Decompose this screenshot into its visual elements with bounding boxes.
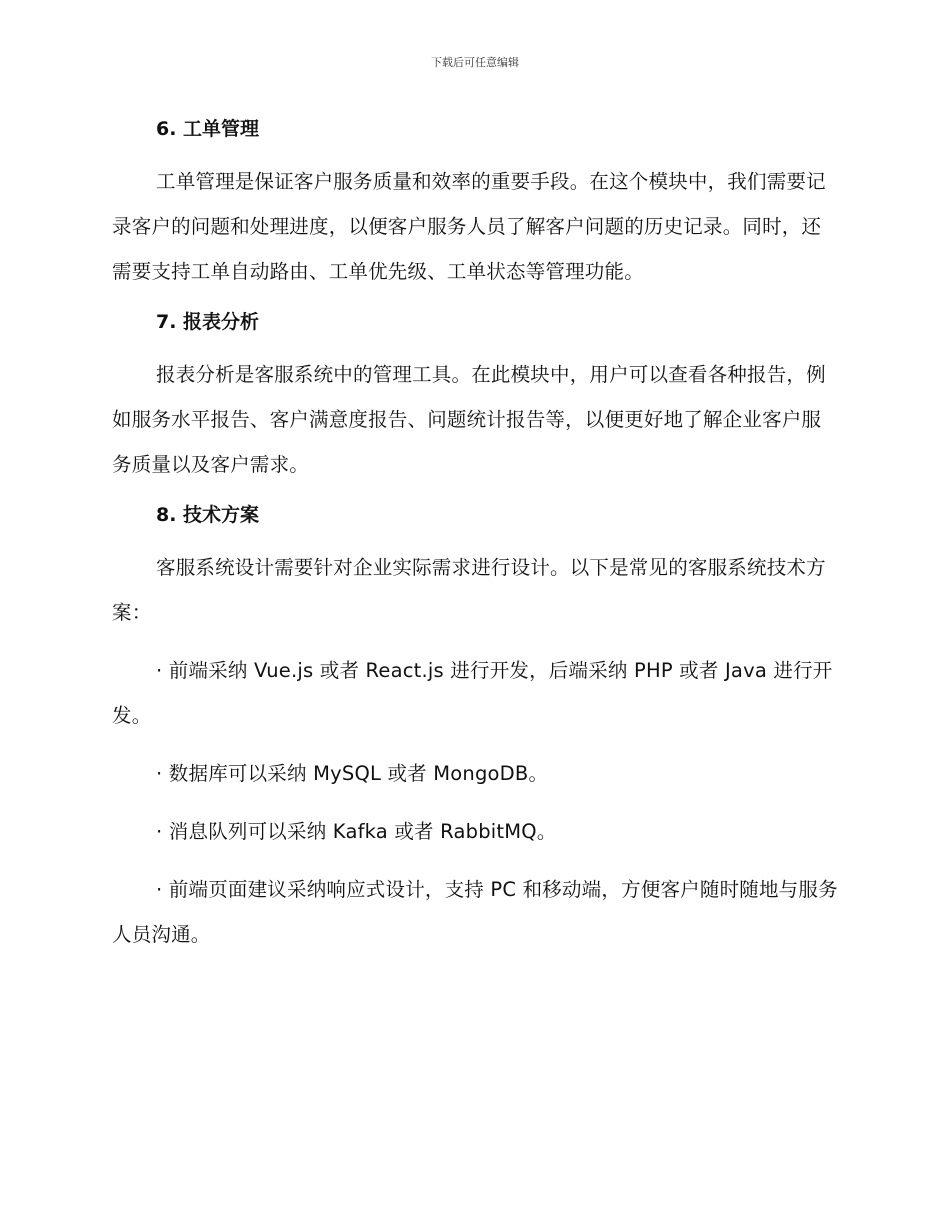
- bullet-item-frontend-backend: · 前端采纳 Vue.js 或者 React.js 进行开发，后端采纳 PHP 或者 Java 进行开发。: [112, 659, 833, 727]
- document-body: [112, 112, 840, 957]
- bullet-item-responsive-design: · 前端页面建议采纳响应式设计，支持 PC 和移动端，方便客户随时随地与服务人员沟通。: [112, 878, 838, 946]
- bullet-item-message-queue: · 消息队列可以采纳 Kafka 或者 RabbitMQ。: [156, 820, 557, 843]
- section-heading-report-analysis: 7. 报表分析: [156, 311, 260, 333]
- paragraph-technical-plan: 客服系统设计需要针对企业实际需求进行设计。以下是常见的客服系统技术方案：: [112, 556, 826, 624]
- bullet-item-database: · 数据库可以采纳 MySQL 或者 MongoDB。: [156, 762, 549, 785]
- section-heading-work-order: 6. 工单管理: [156, 118, 260, 140]
- paragraph-report-analysis: 报表分析是客服系统中的管理工具。在此模块中，用户可以查看各种报告，例如服务水平报告、客户满意度报告、问题统计报告等，以便更好地了解企业客户服务质量以及客户需求。: [112, 363, 826, 476]
- paragraph-work-order: 工单管理是保证客户服务质量和效率的重要手段。在这个模块中，我们需要记录客户的问题和处理进度，以便客户服务人员了解客户问题的历史记录。同时，还需要支持工单自动路由、工单优先级、工单状态等管理功能。: [112, 170, 826, 283]
- section-heading-technical-plan: 8. 技术方案: [156, 504, 260, 526]
- page-header-note: 下载后可任意编辑: [431, 56, 519, 69]
